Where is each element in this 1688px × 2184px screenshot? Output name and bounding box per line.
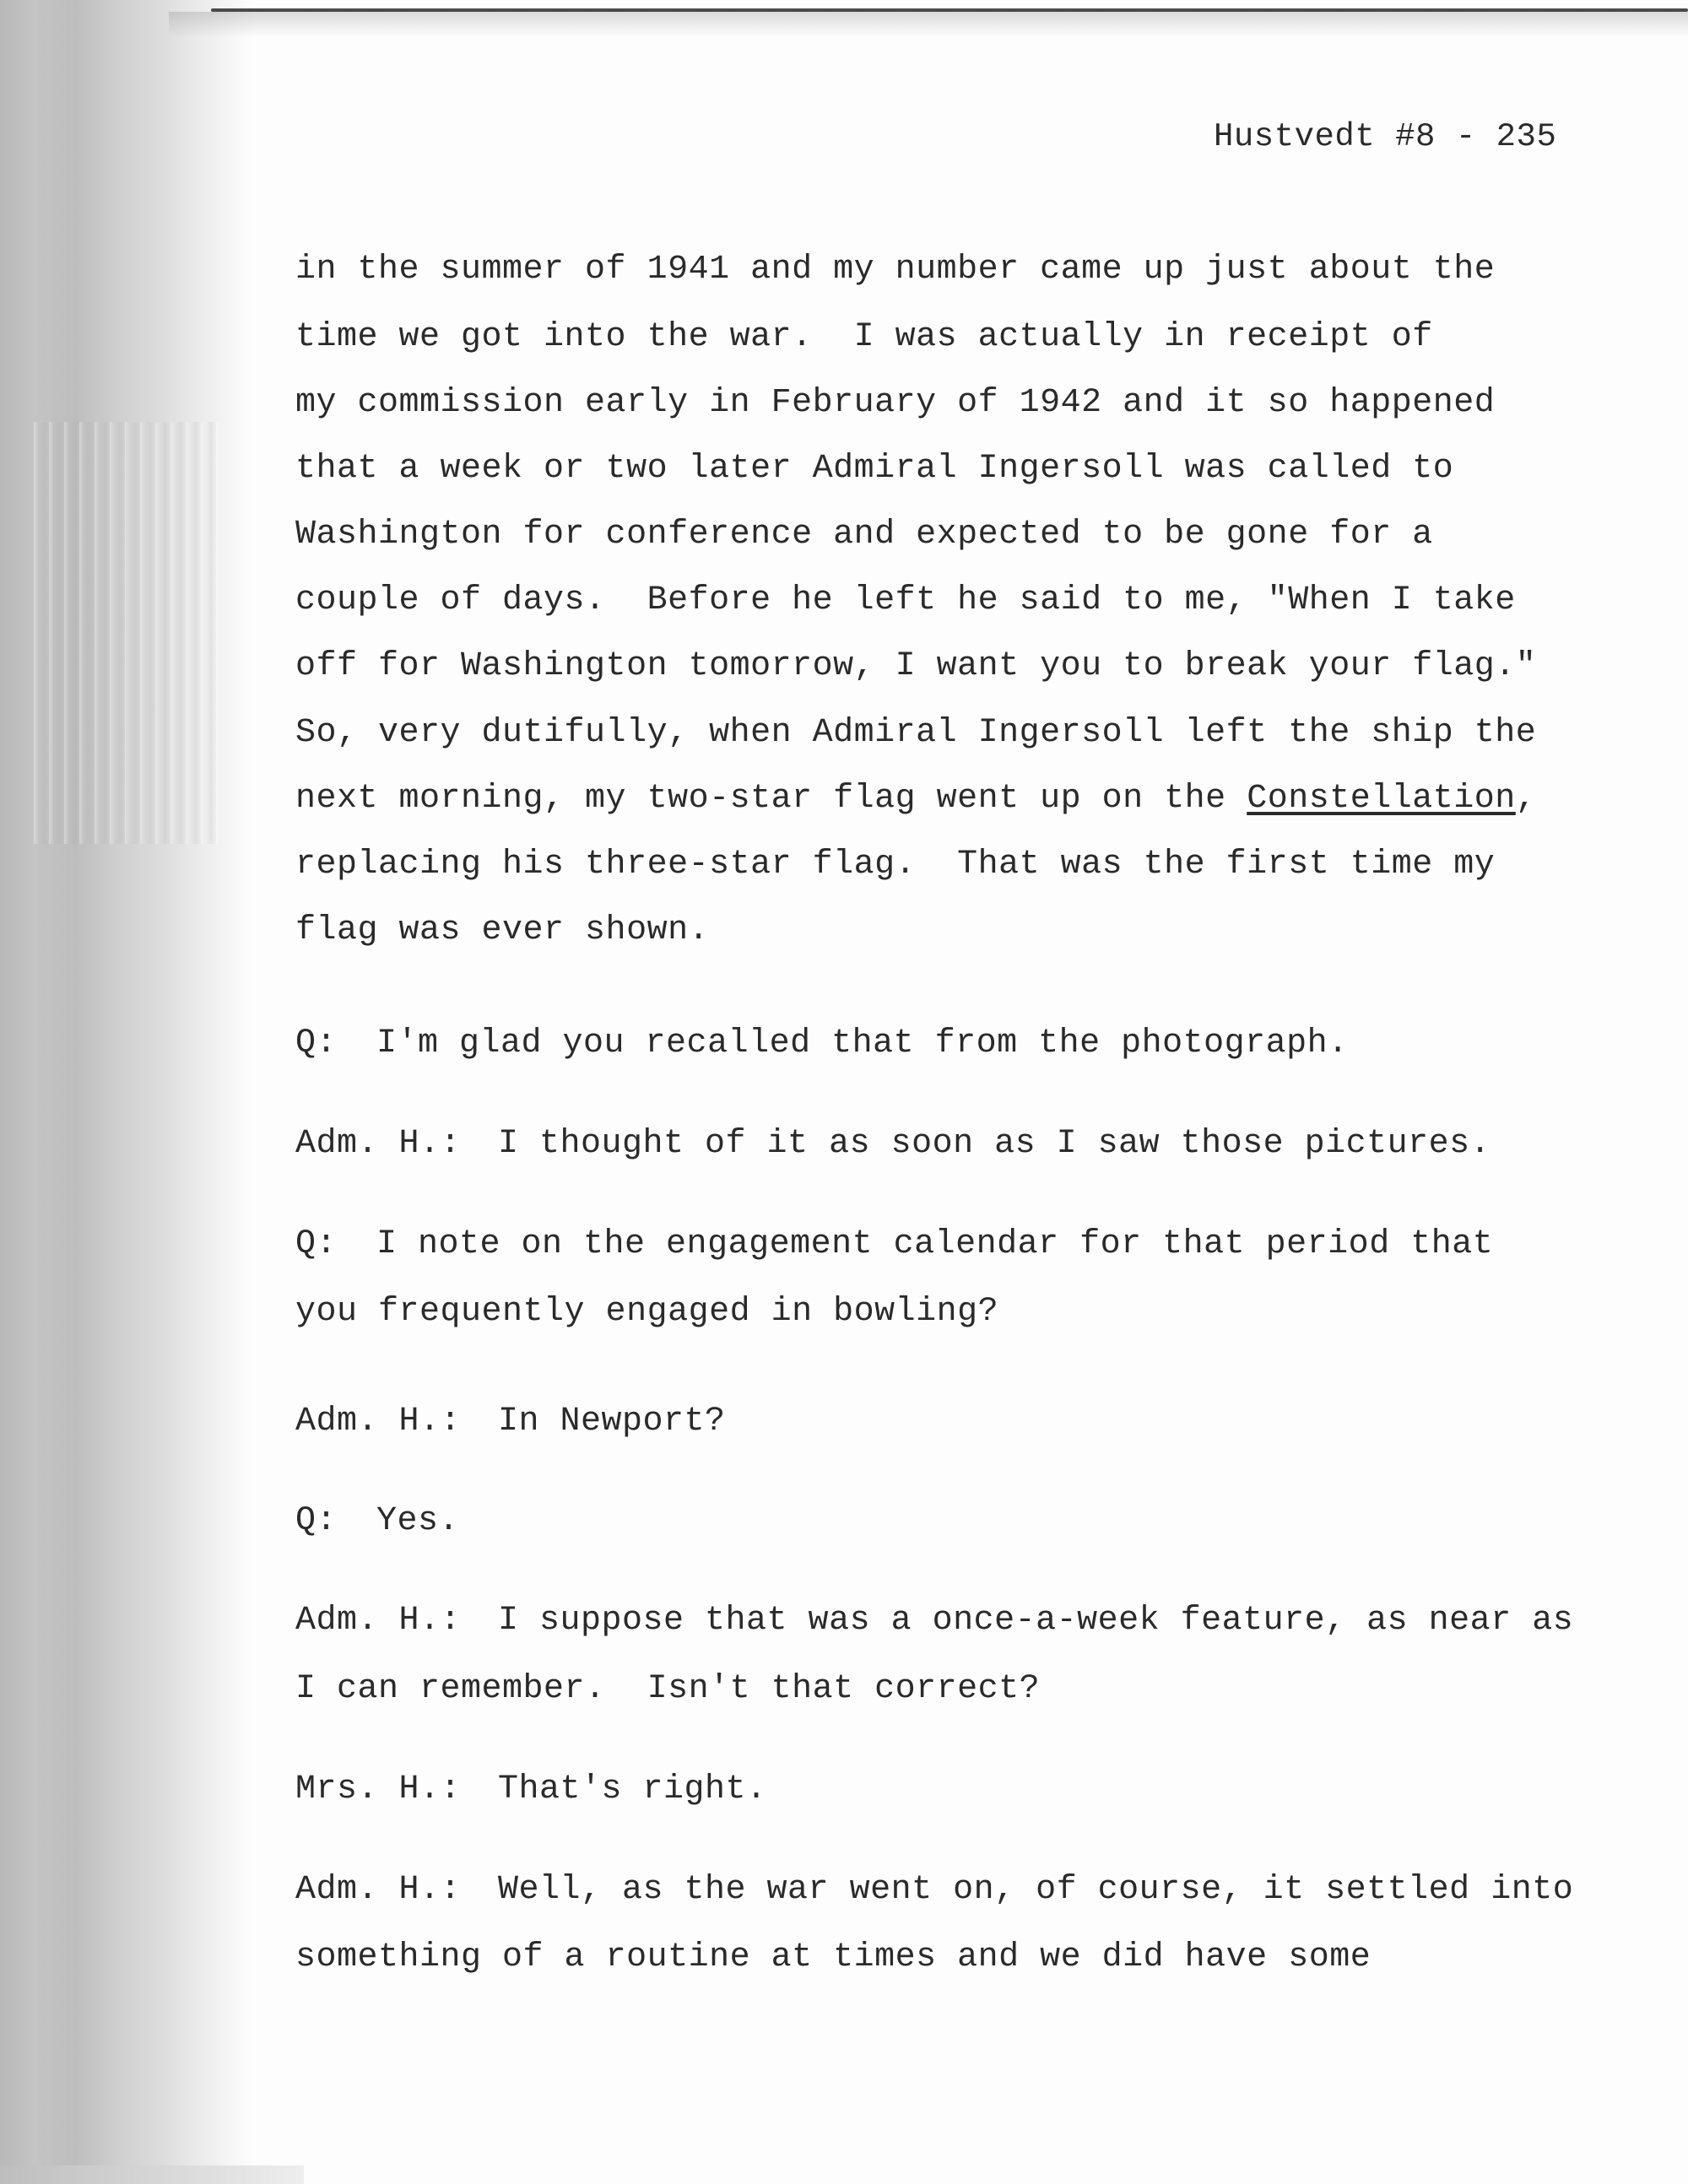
page-bottom-edge — [0, 2165, 304, 2184]
dialogue-text: I suppose that was a once-a-week feature, as near as — [498, 1602, 1574, 1640]
speaker-label: Q: — [295, 1225, 338, 1263]
binding-shadow — [0, 0, 253, 2184]
exchange-line — [295, 1871, 1573, 1909]
speaker-label: Adm. H.: — [295, 1871, 462, 1909]
dialogue-text: I thought of it as soon as I saw those pictures. — [498, 1125, 1491, 1163]
paragraph-line: flag was ever shown. — [295, 911, 710, 949]
ship-name: Constellation — [1247, 780, 1516, 818]
line-text: next morning, my two-star flag went up on the — [295, 780, 1247, 818]
speaker-label: Adm. H.: — [295, 1602, 462, 1640]
paragraph-line: couple of days. Before he left he said to me, "When I take — [295, 581, 1516, 619]
dialogue-continuation: you frequently engaged in bowling? — [295, 1293, 999, 1331]
speaker-label: Q: — [295, 1024, 338, 1062]
dialogue-text: Yes. — [376, 1502, 460, 1540]
speaker-label: Q: — [295, 1502, 338, 1540]
dialogue-continuation: I can remember. Isn't that correct? — [295, 1670, 1041, 1708]
paragraph-line: Washington for conference and expected to be gone for a — [295, 516, 1433, 554]
paragraph-line: replacing his three-star flag. That was the first time my — [295, 846, 1496, 884]
speaker-label: Adm. H.: — [295, 1403, 462, 1441]
binding-texture — [34, 422, 219, 844]
dialogue-text: That's right. — [498, 1770, 767, 1808]
page-header: Hustvedt #8 - 235 — [1214, 118, 1557, 155]
paragraph-line: that a week or two later Admiral Ingersoll was called to — [295, 450, 1454, 488]
paragraph-line: So, very dutifully, when Admiral Ingersoll left the ship the — [295, 714, 1537, 752]
speaker-label: Mrs. H.: — [295, 1770, 462, 1808]
exchange-line — [295, 1125, 1491, 1163]
exchange-line — [295, 1225, 1493, 1263]
dialogue-text: In Newport? — [498, 1403, 726, 1441]
paragraph-line: time we got into the war. I was actually in receipt of — [295, 318, 1433, 356]
top-edge-shadow — [169, 12, 1688, 37]
paragraph-line: my commission early in February of 1942 and it so happened — [295, 384, 1496, 422]
dialogue-text: Well, as the war went on, of course, it settled into — [498, 1871, 1574, 1909]
paragraph-line — [295, 780, 1536, 818]
exchange-line — [295, 1602, 1573, 1640]
dialogue-text: I note on the engagement calendar for that period that — [376, 1225, 1494, 1263]
dialogue-text: I'm glad you recalled that from the photograph. — [376, 1024, 1349, 1062]
page-top-edge — [211, 8, 1688, 12]
speaker-label: Adm. H.: — [295, 1125, 462, 1163]
exchange-line — [295, 1024, 1349, 1062]
exchange-line — [295, 1403, 726, 1441]
paragraph-line: in the summer of 1941 and my number came up just about the — [295, 251, 1496, 289]
paragraph-line: off for Washington tomorrow, I want you to break your flag." — [295, 647, 1537, 685]
dialogue-continuation: something of a routine at times and we did have some — [295, 1938, 1372, 1976]
line-text: , — [1515, 780, 1537, 818]
exchange-line — [295, 1770, 767, 1808]
exchange-line — [295, 1502, 459, 1540]
